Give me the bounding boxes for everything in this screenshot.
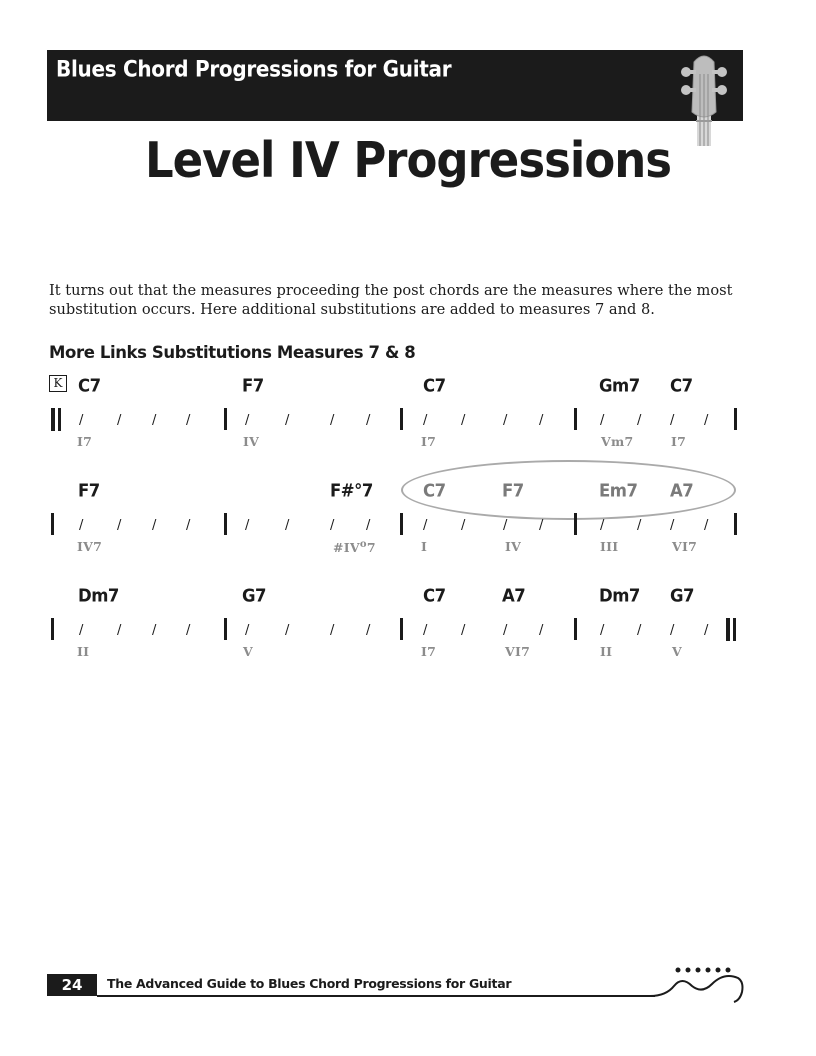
roman-numeral: I7 (421, 644, 437, 659)
chord: G7 (242, 585, 267, 606)
beat-slash: / (704, 413, 709, 428)
roman-numeral: I (421, 539, 428, 554)
footer-book-title: The Advanced Guide to Blues Chord Progressions for Guitar (107, 976, 512, 991)
roman-numeral: IV7 (77, 539, 103, 554)
barline (400, 408, 403, 430)
beat-slash: / (117, 413, 122, 428)
beat-slash: / (245, 623, 250, 638)
roman-numeral: IV (505, 539, 522, 554)
beat-slash: / (539, 518, 544, 533)
beat-slash: / (366, 413, 371, 428)
beat-slash: / (704, 518, 709, 533)
beat-slash: / (461, 518, 466, 533)
roman-numeral: IV (243, 434, 260, 449)
beat-slash: / (503, 413, 508, 428)
beat-slash: / (503, 518, 508, 533)
beat-slash: / (600, 413, 605, 428)
barline (224, 513, 227, 535)
roman-numeral: V (243, 644, 253, 659)
beat-slash: / (423, 413, 428, 428)
guitar-string-swoosh-icon (648, 962, 746, 1006)
beat-slash: / (704, 623, 709, 638)
roman-numeral: I7 (421, 434, 437, 449)
beat-slash: / (461, 623, 466, 638)
section-heading: More Links Substitutions Measures 7 & 8 (49, 343, 416, 362)
barline (400, 513, 403, 535)
chord: F7 (78, 480, 100, 501)
header-title: Blues Chord Progressions for Guitar (56, 55, 452, 82)
beat-slash: / (152, 413, 157, 428)
barline (224, 408, 227, 430)
beat-slash: / (503, 623, 508, 638)
chord: A7 (502, 585, 526, 606)
beat-slash: / (152, 623, 157, 638)
beat-slash: / (461, 413, 466, 428)
chord: C7 (423, 375, 446, 396)
page-number: 24 (47, 974, 97, 996)
beat-slash: / (330, 413, 335, 428)
beat-slash: / (152, 518, 157, 533)
beat-slash: / (285, 413, 290, 428)
beat-slash: / (637, 413, 642, 428)
beat-slash: / (600, 518, 605, 533)
beat-slash: / (366, 623, 371, 638)
roman-numeral-diminished: $\#IV^o7$ (333, 539, 376, 556)
chord: F7 (242, 375, 264, 396)
beat-slash: / (117, 623, 122, 638)
chord: Gm7 (599, 375, 640, 396)
barline (224, 618, 227, 640)
barline (574, 513, 577, 535)
beat-slash: / (670, 413, 675, 428)
chord: C7 (78, 375, 101, 396)
track-label: K (49, 375, 67, 392)
beat-slash: / (285, 518, 290, 533)
chord: Dm7 (599, 585, 640, 606)
page-title: Level IV Progressions (144, 131, 672, 190)
chord-highlighted: Em7 (599, 480, 638, 501)
beat-slash: / (670, 623, 675, 638)
roman-numeral: V (672, 644, 682, 659)
roman-numeral: VI7 (672, 539, 698, 554)
beat-slash: / (117, 518, 122, 533)
beat-slash: / (637, 623, 642, 638)
start-repeat-barline (51, 408, 64, 431)
barline (51, 618, 54, 640)
beat-slash: / (245, 413, 250, 428)
barline (574, 618, 577, 640)
barline (734, 408, 737, 430)
roman-numeral: III (600, 539, 619, 554)
beat-slash: / (186, 518, 191, 533)
beat-slash: / (423, 518, 428, 533)
barline (734, 513, 737, 535)
chord-highlighted: F7 (502, 480, 524, 501)
beat-slash: / (79, 518, 84, 533)
roman-numeral: Vm7 (601, 434, 634, 449)
beat-slash: / (186, 623, 191, 638)
beat-slash: / (79, 623, 84, 638)
beat-slash: / (330, 623, 335, 638)
beat-slash: / (245, 518, 250, 533)
barline (400, 618, 403, 640)
roman-numeral: I7 (77, 434, 93, 449)
beat-slash: / (539, 413, 544, 428)
beat-slash: / (600, 623, 605, 638)
roman-numeral: II (77, 644, 90, 659)
beat-slash: / (186, 413, 191, 428)
chord: F#°7 (330, 480, 373, 501)
chord-highlighted: C7 (423, 480, 446, 501)
barline (51, 513, 54, 535)
beat-slash: / (539, 623, 544, 638)
roman-numeral: VI7 (505, 644, 531, 659)
roman-numeral: II (600, 644, 613, 659)
end-barline (726, 618, 739, 641)
chord: Dm7 (78, 585, 119, 606)
beat-slash: / (285, 623, 290, 638)
chord: C7 (670, 375, 693, 396)
chord: G7 (670, 585, 695, 606)
roman-numeral: I7 (671, 434, 687, 449)
beat-slash: / (79, 413, 84, 428)
chord-highlighted: A7 (670, 480, 694, 501)
barline (574, 408, 577, 430)
footer-rule (97, 995, 655, 997)
beat-slash: / (637, 518, 642, 533)
chord: C7 (423, 585, 446, 606)
beat-slash: / (423, 623, 428, 638)
beat-slash: / (670, 518, 675, 533)
beat-slash: / (330, 518, 335, 533)
intro-paragraph: It turns out that the measures proceeding the post chords are the measures where the most substitution occurs. Here additional substitutions are added to measures 7 and 8. (49, 282, 733, 318)
beat-slash: / (366, 518, 371, 533)
